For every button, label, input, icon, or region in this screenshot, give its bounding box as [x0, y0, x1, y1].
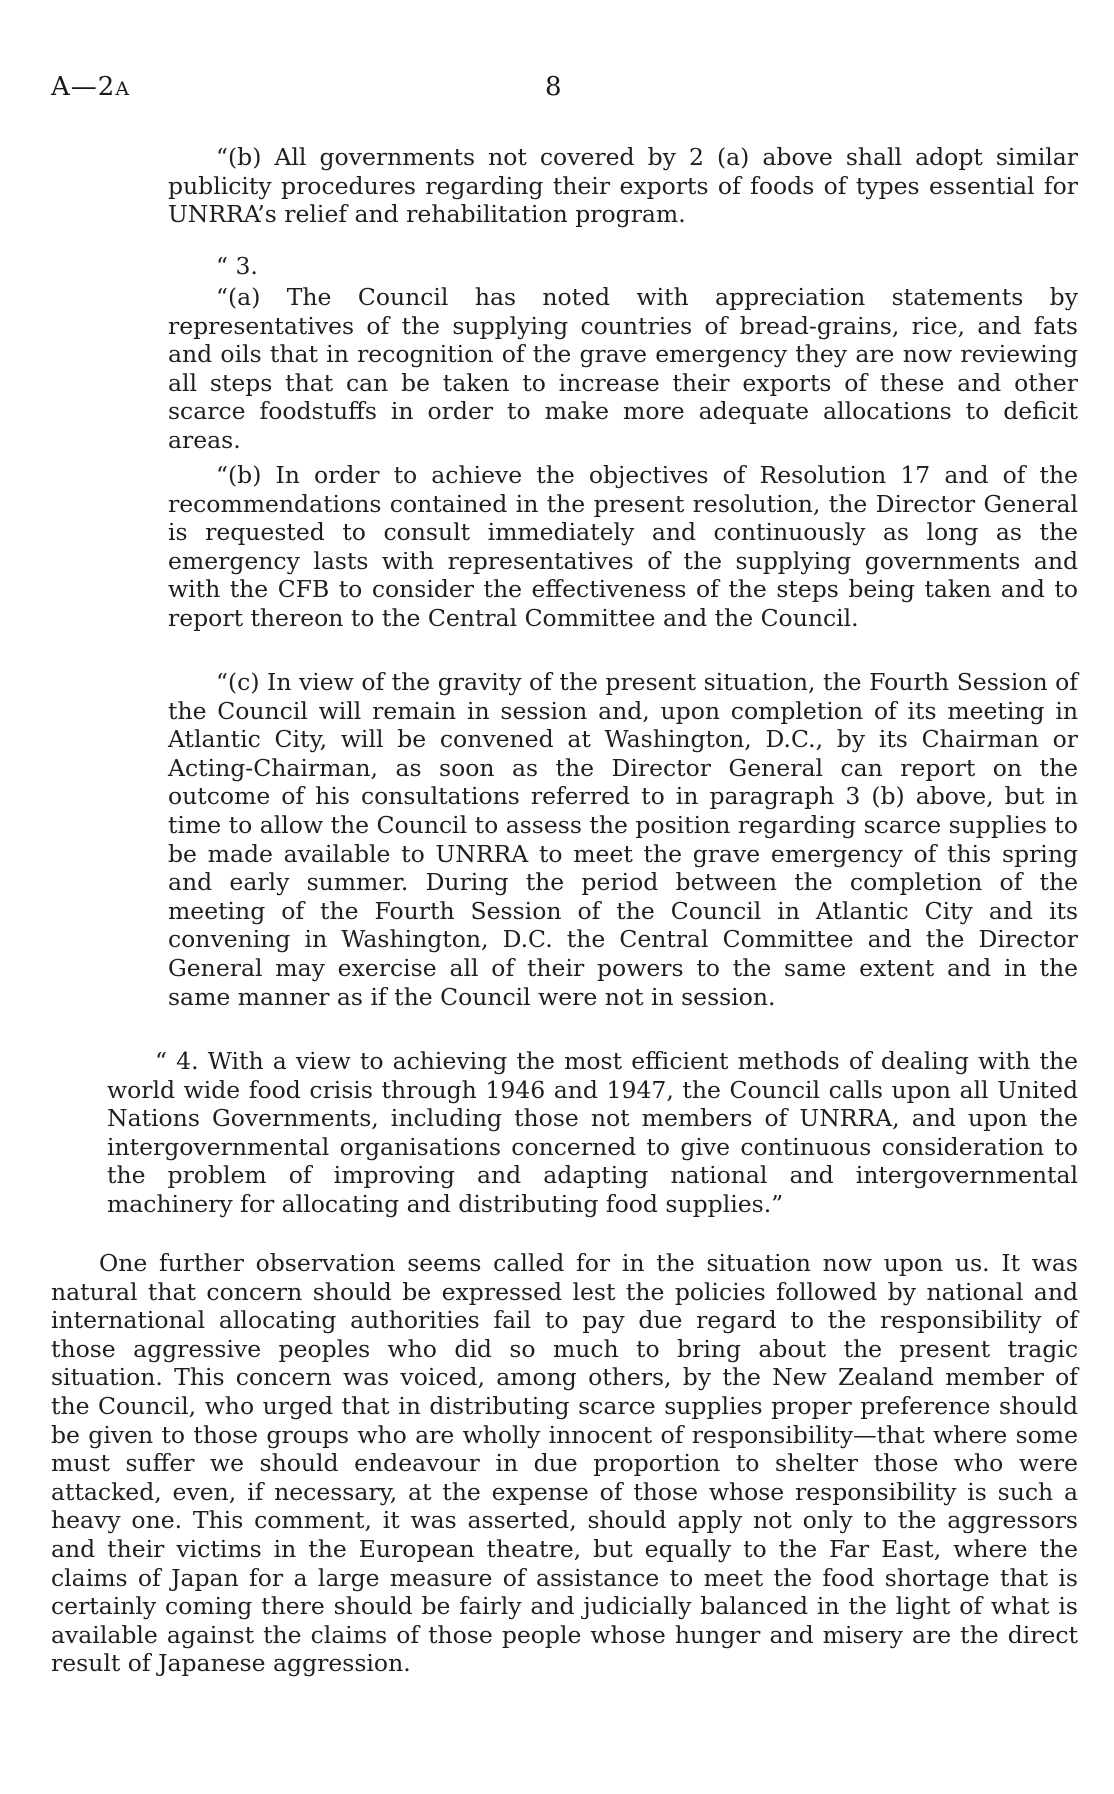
reference-prefix: A—2 — [51, 72, 116, 102]
paragraph-3-heading: “ 3. — [216, 252, 258, 280]
paragraph-3a: “(a) The Council has noted with appreciation statements by representatives of the supplying countries of bread-grains, rice, and fats and oils that in recognition of the grave emergency they are now reviewing all steps that can be taken to increase their exports of these and other scarce foodstuffs in order to make more adequate allocations to deficit areas. — [168, 283, 1078, 454]
paragraph-4: “ 4. With a view to achieving the most efficient methods of dealing with the world wide food crisis through 1946 and 1947, the Council calls upon all United Nations Governments, including those not members of UNRRA, and upon the intergovernmental organisations concerned to give continuous consideration to the problem of improving and adapting national and intergovernmental machinery for allocating and distributing food supplies.” — [107, 1047, 1078, 1218]
document-reference — [51, 72, 130, 102]
reference-suffix: A — [115, 78, 131, 100]
paragraph-2b: “(b) All governments not covered by 2 (a) above shall adopt similar publicity procedures regarding their exports of foods of types essential for UNRRA’s relief and rehabilitation program. — [168, 143, 1078, 229]
paragraph-3b: “(b) In order to achieve the objectives of Resolution 17 and of the recommendations contained in the present resolution, the Director General is requested to consult immediately and continuously as long as the emergency lasts with representatives of the supplying governments and with the CFB to consider the effectiveness of the steps being taken and to report thereon to the Central Committee and the Council. — [168, 461, 1078, 632]
page-number: 8 — [545, 72, 562, 102]
observation-paragraph: One further observation seems called for in the situation now upon us. It was natural that concern should be expressed lest the policies followed by national and international allocating authorities fail to pay due regard to the responsibility of those aggressive peoples who did so much to bring about the present tragic situation. This concern was voiced, among others, by the New Zealand member of the Council, who urged that in distributing scarce supplies proper preference should be given to those groups who are wholly innocent of responsibility—that where some must suffer we should endeavour in due proportion to shelter those who were attacked, even, if necessary, at the expense of those whose responsibility is such a heavy one. This comment, it was asserted, should apply not only to the aggressors and their victims in the European theatre, but equally to the Far East, where the claims of Japan for a large measure of assistance to meet the food shortage that is certainly coming there should be fairly and judicially balanced in the light of what is available against the claims of those people whose hunger and misery are the direct result of Japanese aggression. — [51, 1249, 1078, 1678]
paragraph-3c: “(c) In view of the gravity of the present situation, the Fourth Session of the Council will remain in session and, upon completion of its meeting in Atlantic City, will be convened at Washington, D.C., by its Chairman or Acting-Chairman, as soon as the Director General can report on the outcome of his consultations referred to in paragraph 3 (b) above, but in time to allow the Council to assess the position regarding scarce supplies to be made available to UNRRA to meet the grave emergency of this spring and early summer. During the period between the completion of the meeting of the Fourth Session of the Council in Atlantic City and its convening in Washington, D.C. the Central Committee and the Director General may exercise all of their powers to the same extent and in the same manner as if the Council were not in session. — [168, 668, 1078, 1011]
